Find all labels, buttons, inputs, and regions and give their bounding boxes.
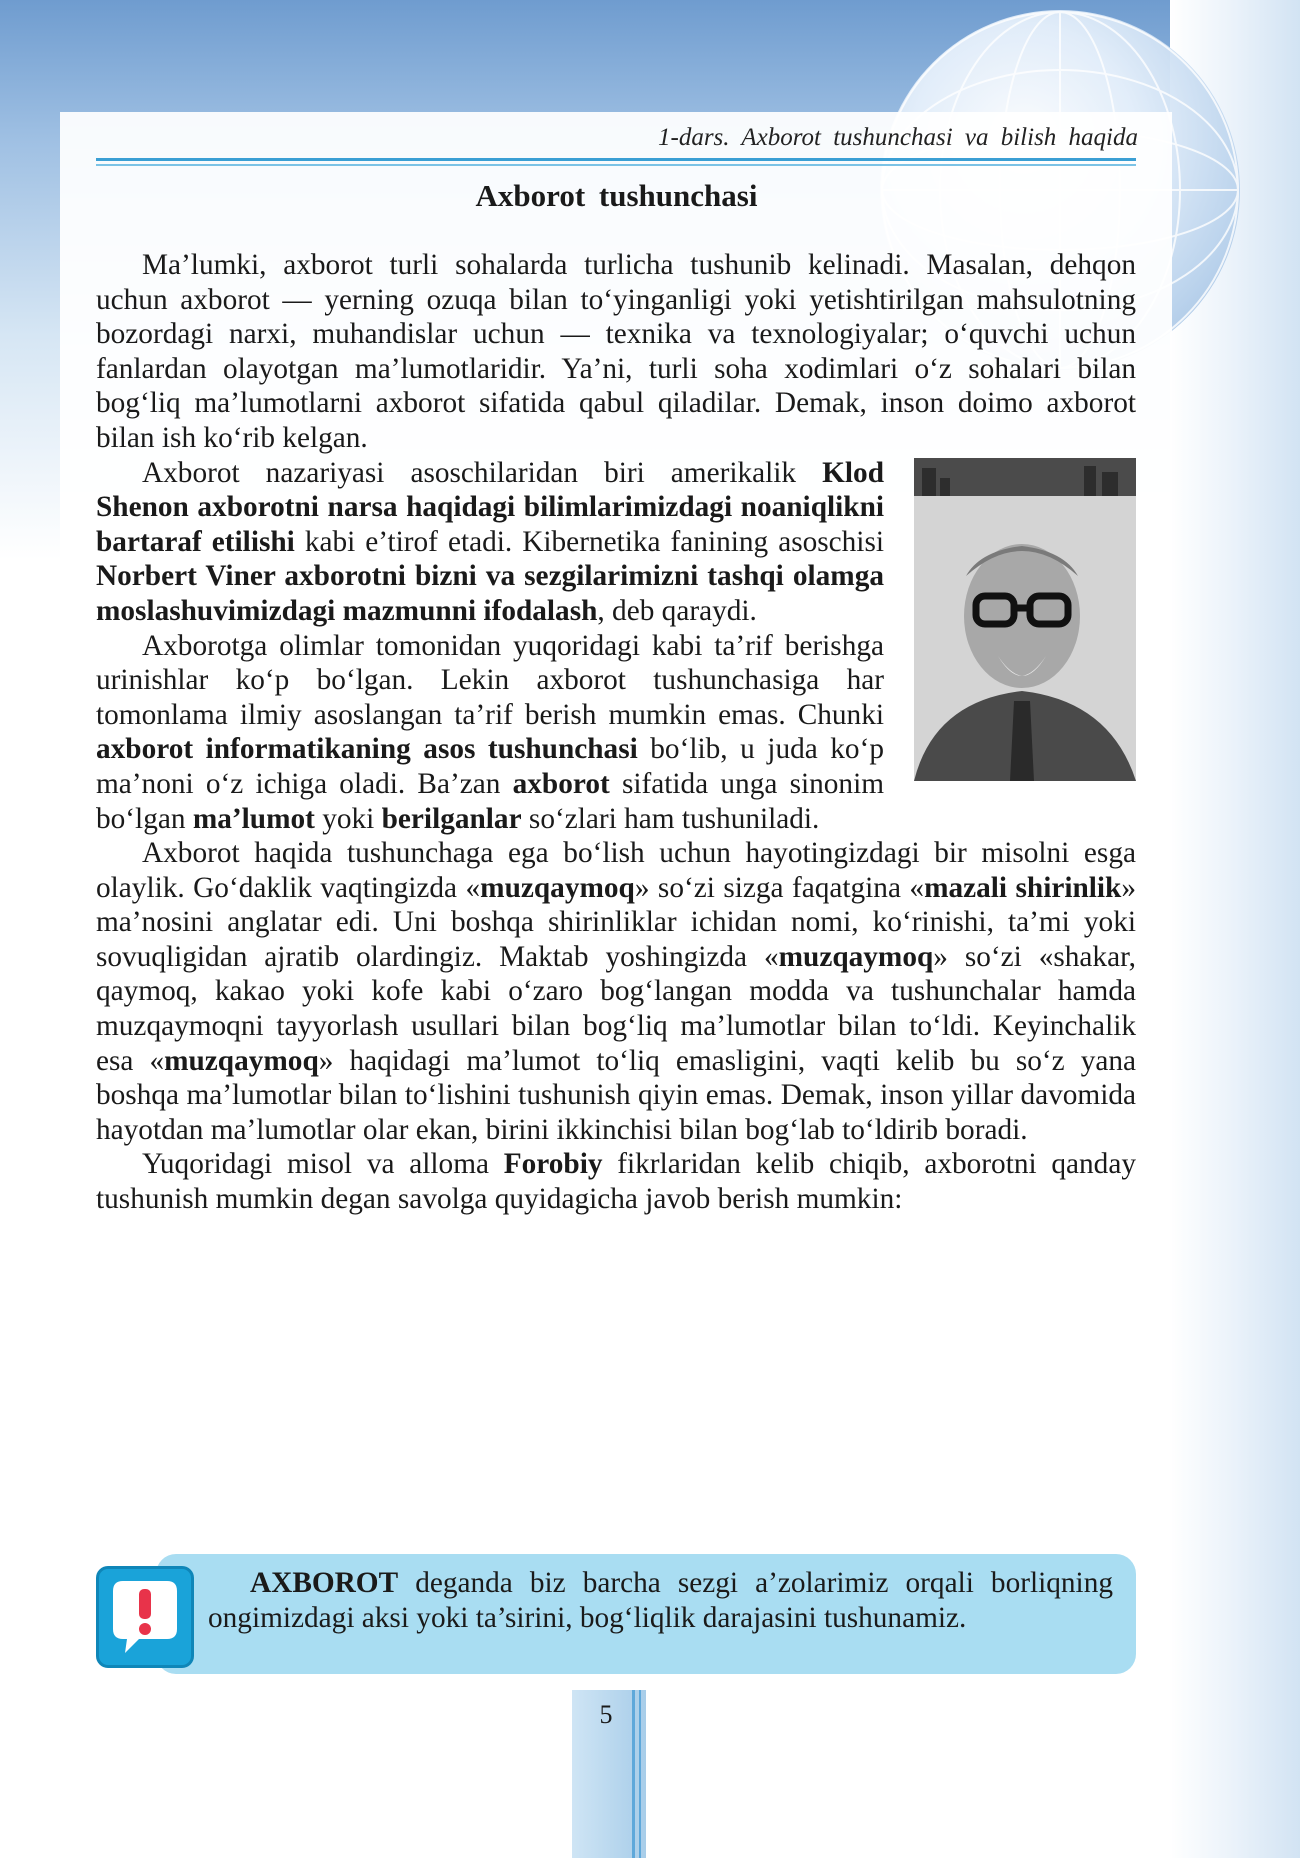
bold-phrase: axborot informatikaning asos tushunchasi <box>96 733 638 766</box>
bold-phrase: Klod Shenon axborotni narsa haqidagi bilimlarimizdagi noaniqlikni bartaraf etilishi <box>96 456 884 558</box>
header-rule-thin <box>96 164 1136 166</box>
body-text <box>96 248 1136 1217</box>
bold-phrase: Forobiy <box>503 1148 603 1181</box>
portrait-wiener <box>914 496 1136 781</box>
page-number: 5 <box>599 1700 613 1729</box>
running-head: 1-dars. Axborot tushunchasi va bilish haqida <box>658 124 1138 151</box>
bold-phrase: mazali shirinlik <box>924 871 1122 904</box>
bold-phrase: muzqaymoq <box>480 871 635 904</box>
paragraph-1: Ma’lumki, axborot turli sohalarda turlicha tushunib kelinadi. Masalan, dehqon uchun axborot — yerning ozuqa bilan to‘yinganligi yoki yetishtirilgan mahsulotning bozordagi narxi, muhandislar uchun — texnika va texnologiyalar; o‘quvchi uchun fanlardan olayotgan ma’lumotlaridir. Ya’ni, turli soha xodimlari o‘z sohalari bilan bog‘liq ma’lumotlarni axborot sifatida qabul qiladilar. Demak, inson doimo axborot bilan ish ko‘rib kelgan. <box>96 249 1136 454</box>
exclamation-speech-icon <box>96 1566 194 1668</box>
bold-phrase: muzqaymoq <box>778 940 934 973</box>
bold-phrase: axborot <box>512 767 610 800</box>
bold-phrase: Norbert Viner axborotni bizni va sezgilarimizni tashqi olamga moslashuvimizdagi mazmunni ifodalash <box>96 560 884 627</box>
paragraph-4: Axborot haqida tushunchaga ega bo‘lish uchun hayotingizdagi bir misolni esga olaylik. Go‘daklik vaqtingizda «muzqaymoq» so‘zi sizga faqatgina «mazali shirinlik» ma’nosini anglatar edi. Uni boshqa shirinliklar ichidan nomi, ko‘rinishi, ta’mi yoki sovuqligidan ajratib olardingiz. Maktab yoshingizda «muzqaymoq» so‘zi «shakar, qaymoq, kakao yoki kofe kabi o‘zaro bog‘langan modda va tushunchalar hamda muzqaymoqni tayyorlash usullari bilan bog‘liq ma’lumotlar bilan to‘ldi. Keyinchalik esa «muzqaymoq» haqidagi ma’lumot to‘liq emasligini, vaqti kelib bu so‘z yana boshqa ma’lumotlar bilan to‘lishini tushunish qiyin emas. Demak, inson yillar davomida hayotdan ma’lumotlar olar ekan, birini ikkinchisi bilan bog‘lab to‘ldirib boradi. <box>96 837 1136 1146</box>
bold-phrase: berilganlar <box>381 802 522 835</box>
bold-phrase: ma’lumot <box>192 802 315 835</box>
bold-phrase: muzqaymoq <box>164 1044 319 1077</box>
callout-text: AXBOROT deganda biz barcha sezgi a’zolarimiz orqali borliqning ongimizdagi aksi yoki ta’sirini, bog‘liqlik darajasini tushunamiz. <box>208 1567 1113 1634</box>
bold-term: AXBOROT <box>250 1567 399 1599</box>
paragraph-3: Axborotga olimlar tomonidan yuqoridagi kabi ta’rif berishga urinishlar ko‘p bo‘lgan. Lekin axborot tushunchasiga har tomonlama ilmiy asoslangan ta’rif berish mumkin emas. Chunki axborot informatikaning asos tushunchasi bo‘lib, u juda ko‘p ma’noni o‘z ichiga oladi. Ba’zan axborot sifatida unga sinonim bo‘lgan ma’lumot yoki berilganlar so‘zlari ham tushuniladi. <box>96 629 884 835</box>
paragraph-2: Axborot nazariyasi asoschilaridan biri amerikalik Klod Shenon axborotni narsa haqidagi bilimlarimizdagi noaniqlikni bartaraf etilishi kabi e’tirof etadi. Kibernetika fanining asoschisi Norbert Viner axborotni bizni va sezgilarimizni tashqi olamga moslashuvimizdagi mazmunni ifodalash, deb qaraydi. <box>96 456 884 627</box>
header-rule <box>96 158 1136 161</box>
paragraph-5: Yuqoridagi misol va alloma Forobiy fikrlaridan kelib chiqib, axborotni qanday tushunish mumkin degan savolga quyidagicha javob berish mumkin: <box>96 1148 1136 1216</box>
page-number-rule <box>632 1690 635 1858</box>
definition-callout <box>96 1554 1136 1674</box>
section-title: Axborot tushunchasi <box>475 178 758 213</box>
page-number-rule <box>639 1690 641 1858</box>
